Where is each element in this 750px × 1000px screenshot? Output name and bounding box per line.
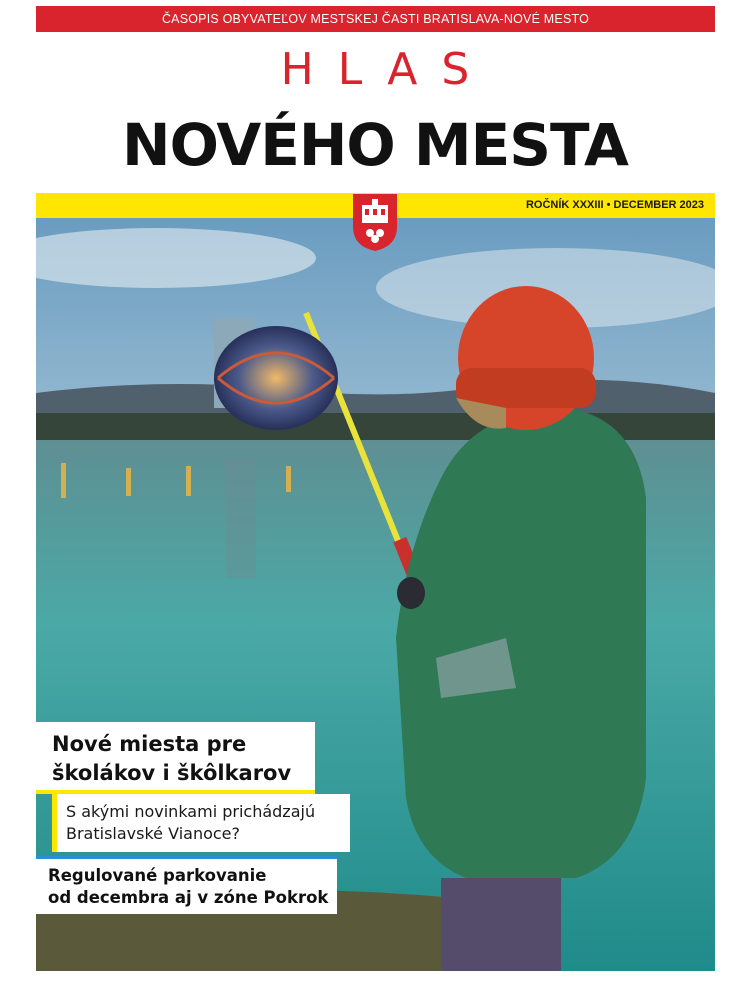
parking-headline-line-2: od decembra aj v zóne Pokrok bbox=[48, 888, 329, 907]
issue-info: ROČNÍK XXXIII • DECEMBER 2023 bbox=[525, 199, 704, 211]
main-headline-box[interactable] bbox=[36, 722, 315, 794]
magazine-tagline-bar bbox=[36, 6, 715, 32]
magazine-tagline: ČASOPIS OBYVATEĽOV MESTSKEJ ČASTI BRATISLAVA-NOVÉ MESTO bbox=[161, 12, 590, 26]
secondary-headline-line-1: S akými novinkami prichádzajú bbox=[66, 802, 316, 821]
parking-headline-line-1: Regulované parkovanie bbox=[48, 866, 267, 885]
city-crest-icon bbox=[350, 191, 400, 253]
masthead-title-big: NOVÉHO MESTA bbox=[122, 111, 628, 179]
main-headline-line-1: Nové miesta pre bbox=[52, 732, 247, 756]
masthead-title-small: HLAS bbox=[280, 44, 494, 95]
main-headline-line-2: školákov i škôlkarov bbox=[52, 761, 292, 785]
secondary-headline-line-2: Bratislavské Vianoce? bbox=[66, 824, 240, 843]
secondary-headline-accent bbox=[52, 794, 57, 852]
secondary-headline-box[interactable] bbox=[52, 794, 350, 852]
parking-headline-box[interactable] bbox=[36, 856, 337, 914]
